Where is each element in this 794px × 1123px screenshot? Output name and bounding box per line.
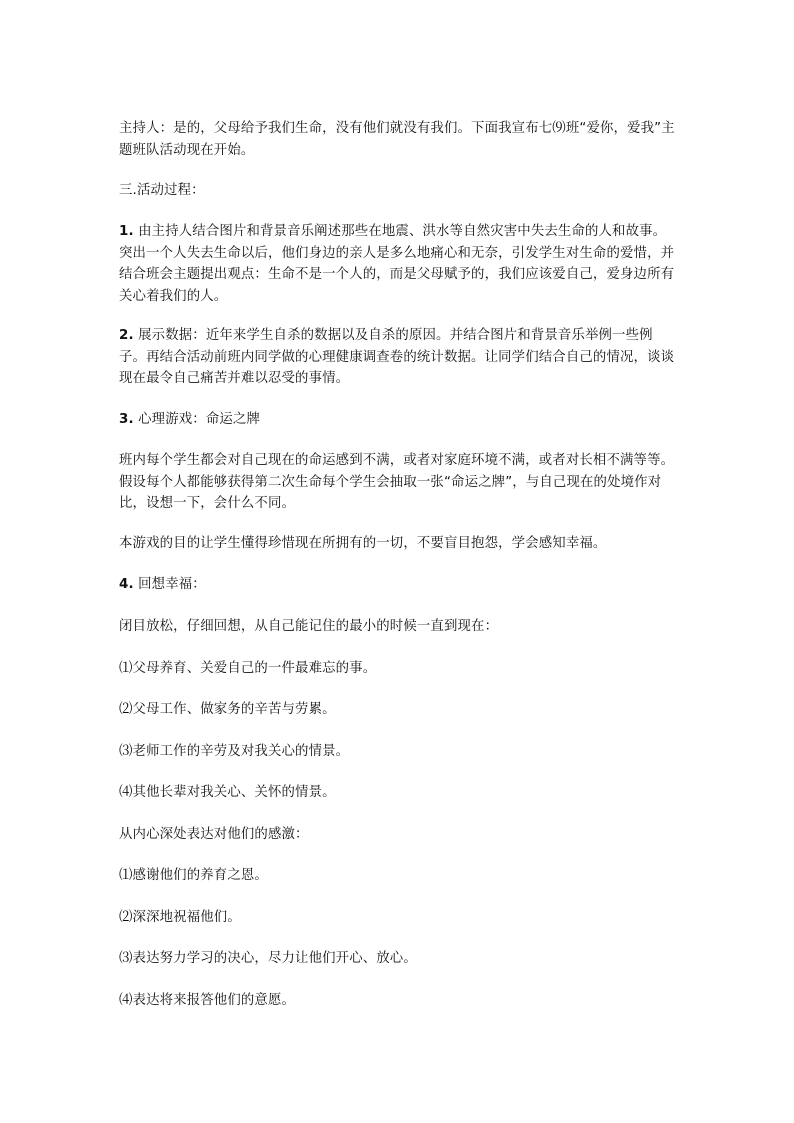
list-item bbox=[119, 948, 417, 970]
list-item bbox=[119, 990, 295, 1012]
step-number: 3. bbox=[119, 412, 134, 427]
step-number: 2. bbox=[119, 328, 134, 343]
paragraph-step-4 bbox=[119, 574, 206, 596]
paragraph-game-purpose bbox=[119, 533, 606, 555]
list-item bbox=[119, 658, 376, 680]
paragraph-text: 心理游戏：命运之牌 bbox=[138, 412, 261, 427]
paragraph-text: 三.活动过程： bbox=[119, 183, 205, 198]
paragraph-text: 由主持人结合图片和背景音乐阐述那些在地震、洪水等自然灾害中失去生命的人和故事。突出一个人失去生命以后，他们身边的亲人是多么地痛心和无奈，引发学生对生命的爱惜，并结合班会主题提出观点：生命不是一个人的，而是父母赋予的，我们应该爱自己，爱身边所有关心着我们的人。 bbox=[119, 224, 675, 304]
list-item bbox=[119, 741, 349, 763]
paragraph-text: 展示数据：近年来学生自杀的数据以及自杀的原因。并结合图片和背景音乐举例一些例子。再结合活动前班内同学做的心理健康调查卷的统计数据。让同学们结合自己的情况，谈谈现在最令自己痛苦并难以忍受的事情。 bbox=[119, 328, 675, 386]
paragraph-text: ⑵父母工作、做家务的辛苦与劳累。 bbox=[119, 702, 336, 717]
paragraph-text: ⑴父母养育、关爱自己的一件最难忘的事。 bbox=[119, 661, 377, 676]
list-item bbox=[119, 699, 336, 721]
paragraph-text: 闭目放松，仔细回想，从自己能记住的最小的时候一直到现在： bbox=[119, 619, 499, 634]
paragraph-text: ⑴感谢他们的养育之恩。 bbox=[119, 868, 268, 883]
paragraph-step-3 bbox=[119, 409, 260, 431]
paragraph-recall-intro bbox=[119, 616, 498, 638]
paragraph-gratitude-intro bbox=[119, 824, 309, 846]
step-number: 1. bbox=[119, 224, 134, 239]
paragraph-text: 回想幸福： bbox=[138, 577, 206, 592]
paragraph-step-2 bbox=[119, 325, 679, 390]
paragraph-text: ⑶老师工作的辛劳及对我关心的情景。 bbox=[119, 744, 350, 759]
step-number: 4. bbox=[119, 577, 134, 592]
paragraph-host-intro bbox=[119, 118, 679, 161]
list-item bbox=[119, 907, 241, 929]
paragraph-text: ⑷其他长辈对我关心、关怀的情景。 bbox=[119, 785, 336, 800]
paragraph-text: ⑶表达努力学习的决心，尽力让他们开心、放心。 bbox=[119, 951, 417, 966]
paragraph-text: 主持人：是的，父母给予我们生命，没有他们就没有我们。下面我宣布七⑼班“爱你，爱我”主题班队活动现在开始。 bbox=[119, 121, 675, 158]
paragraph-text: ⑷表达将来报答他们的意愿。 bbox=[119, 993, 296, 1008]
paragraph-text: ⑵深深地祝福他们。 bbox=[119, 910, 241, 925]
list-item bbox=[119, 865, 268, 887]
section-heading-activity-process bbox=[119, 180, 205, 202]
paragraph-step-1 bbox=[119, 221, 679, 307]
paragraph-fate-card bbox=[119, 450, 679, 515]
paragraph-text: 从内心深处表达对他们的感激： bbox=[119, 827, 309, 842]
list-item bbox=[119, 782, 336, 804]
paragraph-text: 本游戏的目的让学生懂得珍惜现在所拥有的一切，不要盲目抱怨，学会感知幸福。 bbox=[119, 536, 607, 551]
paragraph-text: 班内每个学生都会对自己现在的命运感到不满，或者对家庭环境不满，或者对长相不满等等。假设每个人都能够获得第二次生命每个学生会抽取一张“命运之牌”，与自己现在的处境作对比，设想一下，会什么不同。 bbox=[119, 453, 675, 511]
